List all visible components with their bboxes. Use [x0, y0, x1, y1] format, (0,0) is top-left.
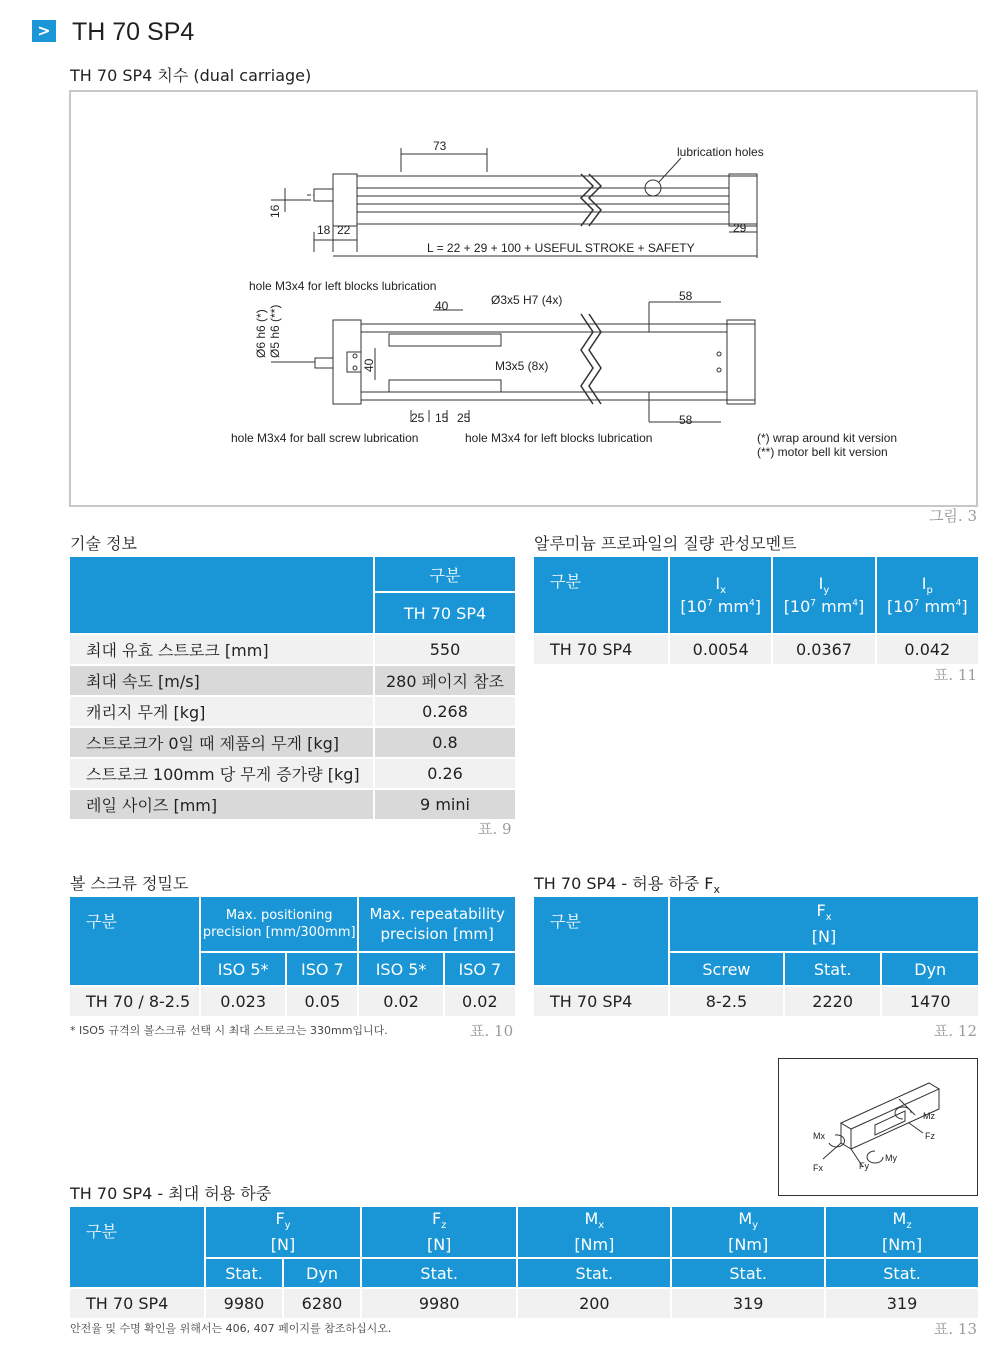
- inertia-head-ix: $I_x$ [$10^7$ $mm^4$]: [670, 557, 771, 633]
- inertia-head-ip: $I_p$ [$10^7$ $mm^4$]: [877, 557, 978, 633]
- table-row: TH 70 / 8-2.5 0.023 0.05 0.02 0.02: [70, 987, 515, 1016]
- screw-table: 구분 Max. positioning precision [mm/300mm] Max. repeatability precision [mm] ISO 5* ISO 7 ISO 5* ISO 7 TH 70 / 8-2.5 0.023 0.05 0.02 0.02: [68, 895, 517, 1018]
- dim-29: 29: [733, 221, 747, 235]
- screw-head-rep: Max. repeatability precision [mm]: [359, 897, 515, 951]
- fx-head-group: 구분: [534, 897, 668, 985]
- table-row: 최대 유효 스트로크 [mm] 550: [70, 635, 515, 664]
- fx-caption: 표. 12: [933, 1022, 977, 1040]
- tech-caption: 표. 9: [478, 820, 512, 838]
- inertia-title: 알루미늄 프로파일의 질량 관성모멘트: [534, 534, 797, 553]
- inertia-head-iy: $I_y$ [$10^7$ $mm^4$]: [773, 557, 874, 633]
- note-wrap: (*) wrap around kit version: [757, 431, 898, 445]
- table-row: TH 70 SP4 8-2.5 2220 1470: [534, 987, 978, 1016]
- dim-18: 18: [317, 223, 331, 237]
- inertia-caption: 표. 11: [933, 666, 977, 684]
- fx-head-force: $F_x$ [N]: [670, 897, 978, 951]
- dim-40a: 40: [435, 299, 449, 313]
- mx-label: Mx: [813, 1131, 825, 1141]
- lubrication-holes-label: lubrication holes: [677, 145, 764, 159]
- table-row: TH 70 SP4 0.0054 0.0367 0.042: [534, 635, 978, 664]
- load-axes-svg: [779, 1059, 977, 1195]
- screw-note: * ISO5 규격의 볼스크류 선택 시 최대 스트로크는 330mm입니다.: [70, 1024, 388, 1037]
- table-row: 캐리지 무게 [kg] 0.268: [70, 697, 515, 726]
- drawing-svg: [71, 92, 976, 505]
- load-axes-figure: [778, 1058, 978, 1196]
- screw-caption: 표. 10: [470, 1022, 514, 1040]
- maxload-caption: 표. 13: [933, 1320, 977, 1338]
- drawing-title: TH 70 SP4 치수 (dual carriage): [70, 66, 312, 85]
- table-row: TH 70 SP4 9980 6280 9980 200 319 319: [70, 1289, 978, 1318]
- dimension-drawing: [69, 90, 978, 507]
- table-row: 레일 사이즈 [mm] 9 mini: [70, 790, 515, 819]
- maxload-table: 구분 $F_y$ [N] $F_z$ [N] $M_x$ [Nm] $M_y$ [Nm] $M_z$ [Nm] Stat. Dyn Stat. Stat. Stat. Stat. TH 70 SP4 9980 6280 9980 200 319 319: [68, 1205, 980, 1320]
- fy-axis-label: Fy: [859, 1161, 869, 1171]
- dim-25b: 25: [457, 411, 471, 425]
- m3x5-label: M3x5 (8x): [495, 359, 549, 373]
- hole-left-label: hole M3x4 for left blocks lubrication: [249, 279, 437, 293]
- inertia-table: [532, 555, 980, 666]
- dim-40b: 40: [362, 358, 376, 372]
- table-row: 스트로크가 0일 때 제품의 무게 [kg] 0.8: [70, 728, 515, 757]
- dim-25a: 25: [411, 411, 425, 425]
- tech-title: 기술 정보: [70, 534, 137, 553]
- tech-head-model: TH 70 SP4: [375, 593, 515, 633]
- dim-73: 73: [433, 139, 447, 153]
- maxload-title: TH 70 SP4 - 최대 허용 하중: [70, 1184, 272, 1203]
- tech-head-group: 구분: [375, 557, 515, 591]
- fx-axis-label: Fx: [813, 1163, 823, 1173]
- dim-16: 16: [268, 204, 282, 218]
- dim-58a: 58: [679, 289, 693, 303]
- fx-table: 구분 $F_x$ [N] Screw Stat. Dyn TH 70 SP4 8-2.5 2220 1470: [532, 895, 980, 1018]
- dim-22: 22: [337, 223, 351, 237]
- page-title: TH 70 SP4: [72, 18, 195, 46]
- fz-axis-label: Fz: [925, 1131, 935, 1141]
- shaft-b-label: Ø5 h6 (**): [268, 304, 282, 358]
- length-formula: L = 22 + 29 + 100 + USEFUL STROKE + SAFETY: [427, 241, 695, 255]
- chevron-right-icon: >: [32, 20, 56, 42]
- dim-58b: 58: [679, 413, 693, 427]
- hole-ballscrew-label: hole M3x4 for ball screw lubrication: [231, 431, 419, 445]
- mz-label: Mz: [923, 1111, 935, 1121]
- screw-head-group: 구분: [70, 897, 199, 985]
- hole-left2-label: hole M3x4 for left blocks lubrication: [465, 431, 653, 445]
- table-row: 최대 속도 [m/s] 280 페이지 참조: [70, 666, 515, 695]
- shaft-a-label: Ø6 h6 (*): [254, 309, 268, 358]
- maxload-note: 안전율 및 수명 확인을 위해서는 406, 407 페이지를 참조하십시오.: [70, 1322, 392, 1335]
- table-row: 스트로크 100mm 당 무게 증가량 [kg] 0.26: [70, 759, 515, 788]
- screw-title: 볼 스크류 정밀도: [70, 874, 189, 893]
- figure-caption: 그림. 3: [928, 507, 977, 525]
- note-motor: (**) motor bell kit version: [757, 445, 888, 459]
- inertia-head-group: 구분: [534, 557, 668, 633]
- screw-head-pos: Max. positioning precision [mm/300mm]: [201, 897, 357, 951]
- hole-dia-label: Ø3x5 H7 (4x): [491, 293, 563, 307]
- my-label: My: [885, 1153, 897, 1163]
- tech-table: [68, 555, 517, 821]
- fx-title: TH 70 SP4 - 허용 하중 $F_x$: [534, 874, 720, 897]
- dim-15: 15: [435, 411, 449, 425]
